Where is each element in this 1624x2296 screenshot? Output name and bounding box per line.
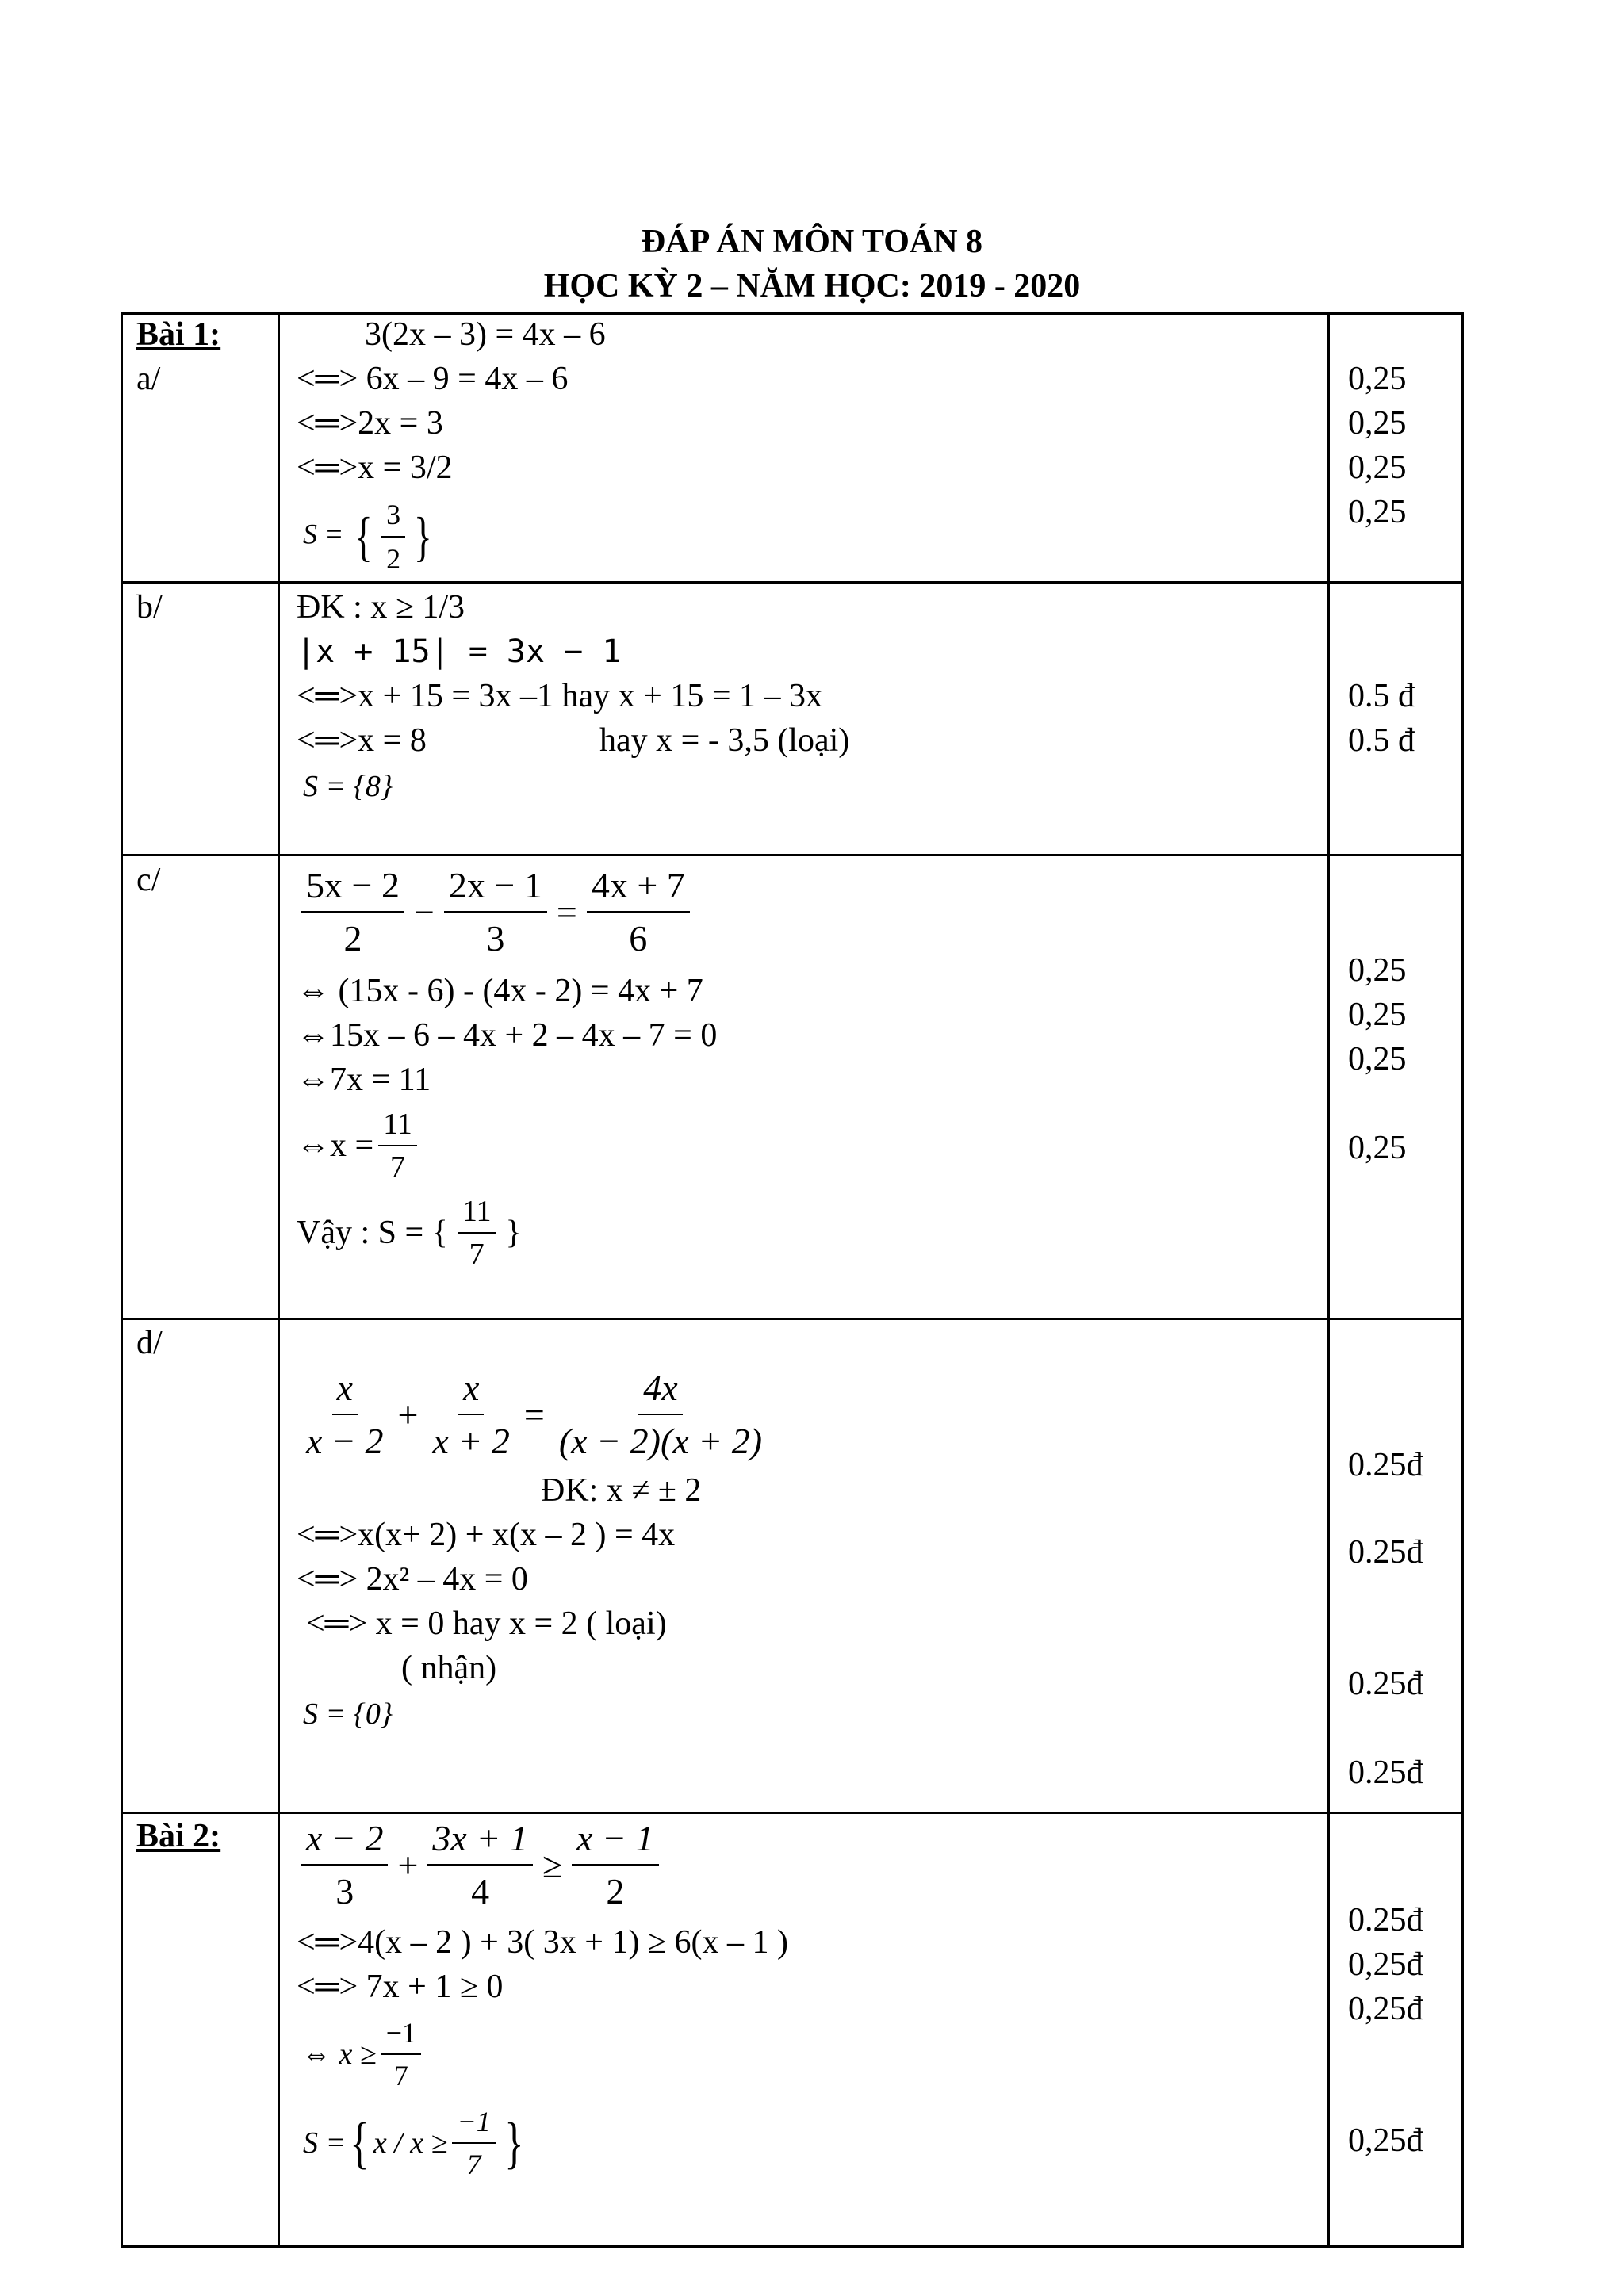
b-line-4-alt: hay x = - 3,5 (loại) [599, 722, 850, 759]
bai2-line-1: <═>4(x – 2 ) + 3( 3x + 1) ≥ 6(x – 1 ) [297, 1924, 788, 1961]
b-line-3: <═>x + 15 = 3x –1 hay x + 15 = 1 – 3x [297, 678, 823, 714]
a-solution-s: S = [303, 518, 344, 550]
d-line-3: <═> 2x² – 4x = 0 [297, 1561, 528, 1598]
bai2-points-1: 0.25đ [1348, 1902, 1423, 1938]
a-points-1: 0,25 [1348, 361, 1407, 397]
bai1-label: Bài 1: [136, 316, 221, 353]
c-eq-num-3: 4x + 7 [587, 864, 690, 913]
a-points-2: 0,25 [1348, 405, 1407, 442]
a-points-4: 0,25 [1348, 494, 1407, 530]
column-divider-2 [1327, 312, 1330, 2248]
b-points-1: 0.5 đ [1348, 678, 1415, 714]
row-divider-ab [121, 581, 1464, 584]
a-line-1: 3(2x – 3) = 4x – 6 [365, 316, 606, 353]
c-x-value [297, 1108, 422, 1183]
column-divider-1 [278, 312, 280, 2248]
b-line-4: <═>x = 8 [297, 722, 427, 759]
c-conclusion-prefix: Vậy : S = { [297, 1215, 448, 1251]
bai2-solution-num: −1 [452, 2106, 495, 2144]
c-points-3: 0,25 [1348, 1041, 1407, 1077]
bai2-solution-prefix: S = [303, 2126, 347, 2160]
a-points-3: 0,25 [1348, 450, 1407, 486]
a-line-2: <═> 6x – 9 = 4x – 6 [297, 361, 569, 397]
bai2-solution-mid: x / x ≥ [373, 2126, 448, 2160]
d-eq-den-3: (x − 2)(x + 2) [558, 1421, 763, 1461]
bai2-x-prefix: ⇔ x ≥ [301, 2038, 377, 2071]
c-line-3: ⇔7x = 11 [297, 1062, 431, 1098]
bai2-x-den: 7 [393, 2060, 408, 2091]
d-line-1: ĐK: x ≠ ± 2 [541, 1472, 702, 1509]
page-title: ĐÁP ÁN MÔN TOÁN 8 [641, 224, 983, 260]
d-points-3: 0.25đ [1348, 1666, 1423, 1702]
row-divider-bc [121, 854, 1464, 856]
c-eq-den-2: 3 [486, 918, 505, 959]
d-points-1: 0.25đ [1348, 1447, 1423, 1483]
bai2-eq-den-3: 2 [606, 1871, 625, 1911]
bai2-points-4: 0,25đ [1348, 2122, 1423, 2159]
d-line-4: <═> x = 0 hay x = 2 ( loại) [306, 1605, 667, 1642]
b-line-1: ĐK : x ≥ 1/3 [297, 589, 465, 626]
b-points-2: 0.5 đ [1348, 722, 1415, 759]
c-x-num: 11 [378, 1108, 417, 1146]
bai2-solution-set: S = { x / x ≥ $\frac{-1}{7}$ } [303, 2106, 524, 2180]
c-line-1: ⇔ (15x - 6) - (4x - 2) = 4x + 7 [297, 973, 703, 1009]
c-eq-num-1: 5x − 2 [301, 864, 404, 913]
c-conclusion-suffix: } [505, 1215, 522, 1251]
c-points-1: 0,25 [1348, 952, 1407, 989]
c-eq-den-3: 6 [629, 918, 648, 959]
d-line-5: ( nhận) [401, 1650, 497, 1686]
b-line-2: |x + 15| = 3x − 1 [297, 633, 622, 670]
d-points-2: 0.25đ [1348, 1534, 1423, 1571]
a-solution-den: 2 [386, 543, 401, 575]
c-equation: $\frac{5x - 2}{2}$ − $\frac{2x - 1}{3}$ = $\frac{4x + 7}{6}$ [297, 864, 695, 959]
part-b-label: b/ [136, 589, 163, 626]
c-eq-den-1: 2 [343, 918, 362, 959]
c-conclusion-num: 11 [458, 1196, 496, 1234]
a-solution-num: 3 [381, 498, 405, 538]
bai2-points-3: 0,25đ [1348, 1991, 1423, 2027]
bai2-eq-num-2: 3x + 1 [427, 1817, 532, 1866]
bai2-points-2: 0,25đ [1348, 1946, 1423, 1983]
bai2-inequality: $\frac{x - 2}{3}$ + $\frac{3x + 1}{4}$ ≥ $\frac{x - 1}{2}$ [297, 1817, 664, 1912]
part-c-label: c/ [136, 862, 161, 898]
c-eq-num-2: 2x − 1 [444, 864, 547, 913]
a-line-4: <═>x = 3/2 [297, 450, 453, 486]
c-line-2: ⇔15x – 6 – 4x + 2 – 4x – 7 = 0 [297, 1017, 718, 1054]
d-solution-set: S = {0} [303, 1697, 393, 1731]
a-solution-set: S = { $\frac{3}{2}$ } [303, 499, 433, 575]
part-d-label: d/ [136, 1325, 163, 1361]
d-eq-den-1: x − 2 [306, 1421, 384, 1461]
bai2-eq-den-1: 3 [335, 1871, 354, 1911]
a-line-3: <═>2x = 3 [297, 405, 443, 442]
bai2-x-value [301, 2017, 426, 2091]
bai2-eq-num-3: x − 1 [572, 1817, 658, 1866]
d-eq-num-3: 4x [638, 1367, 682, 1415]
b-solution-set: S = {8} [303, 770, 393, 803]
bai2-label: Bài 2: [136, 1818, 221, 1854]
d-eq-den-2: x + 2 [432, 1421, 510, 1461]
c-x-den: 7 [389, 1150, 405, 1184]
bai2-eq-den-2: 4 [471, 1871, 490, 1911]
row-divider-d-bai2 [121, 1812, 1464, 1814]
bai2-solution-den: 7 [466, 2149, 481, 2180]
part-a-label: a/ [136, 361, 161, 397]
d-eq-num-1: x [332, 1367, 358, 1415]
c-points-4: 0,25 [1348, 1130, 1407, 1166]
c-conclusion [297, 1196, 522, 1270]
page-subtitle: HỌC KỲ 2 – NĂM HỌC: 2019 - 2020 [543, 268, 1081, 304]
d-line-2: <═>x(x+ 2) + x(x – 2 ) = 4x [297, 1517, 676, 1553]
bai2-eq-num-1: x − 2 [301, 1817, 388, 1866]
row-divider-cd [121, 1318, 1464, 1320]
d-eq-num-2: x [458, 1367, 484, 1415]
bai2-x-num: −1 [381, 2017, 421, 2055]
d-equation: $\frac{x}{x - 2}$ + $\frac{x}{x + 2}$ = $\frac{4x}{(x - 2)(x + 2)}$ [297, 1367, 772, 1462]
c-conclusion-den: 7 [469, 1238, 485, 1271]
c-points-2: 0,25 [1348, 997, 1407, 1033]
d-points-4: 0.25đ [1348, 1755, 1423, 1791]
c-x-prefix: ⇔x = [297, 1127, 374, 1164]
bai2-line-2: <═> 7x + 1 ≥ 0 [297, 1969, 504, 2005]
